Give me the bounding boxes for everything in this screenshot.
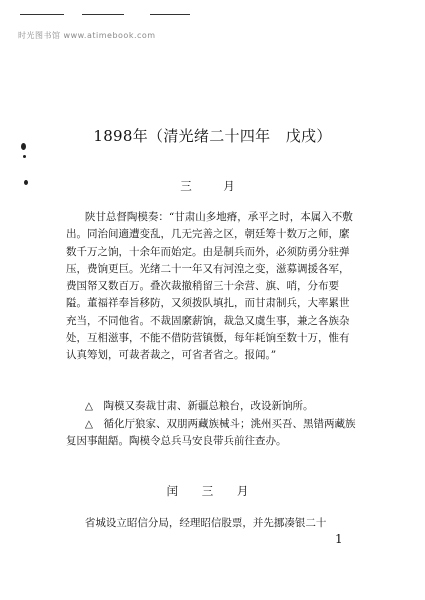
- chapter-title: 1898年（清光绪二十四年 戊戌）: [93, 127, 332, 145]
- section-heading-intercalary-month: 闰 三 月: [166, 484, 259, 498]
- section-heading-third-month: 三 月: [180, 179, 245, 193]
- header-rule-right: [150, 14, 190, 15]
- paragraph-item-b: △ 循化厅狼家、双朋两藏族械斗；洮州买吾、黑错两藏族复因事龃龉。陶模令总兵马安良带兵前往查办。: [66, 418, 356, 448]
- header-rule-left: [20, 14, 64, 15]
- scan-speck: [23, 155, 26, 158]
- watermark: 时光图书馆 www.atimebook.com: [18, 31, 156, 40]
- paragraph-memorial: 陕甘总督陶模奏：“甘肃山多地瘠，承平之时，本属入不敷出。同治间適遭变乱，几无完善之区，朝廷筹十数万之师，縻数千万之饷，十余年而始定。由是制兵而外，必须防勇分驻弹压，费饷更巨。光绪二十一年又有河湟之变，滋募调援各军，费国帑又数百万。叠次裁撤稍留三十余营、旗、哨，分布要隘。董福祥奉旨移防，又须拨队填扎，而甘肃制兵，大率累世充当，不同他省。不裁固縻薪饷，裁急又虞生事，兼之各族杂处，互相滋事，不能不借防营镇慑，每年耗饷至数十万，惟有认真筹划，可裁者裁之，可省者省之。报闻。”: [66, 211, 353, 362]
- page-number: 1: [335, 532, 343, 546]
- header-rule-middle: [82, 14, 124, 15]
- paragraph-last: 省城设立昭信分局，经理昭信股票，并先挪凑银二十: [84, 517, 327, 529]
- paragraph-item-a: △ 陶模又奏裁甘肃、新疆总粮台，改设新饷所。: [84, 400, 314, 412]
